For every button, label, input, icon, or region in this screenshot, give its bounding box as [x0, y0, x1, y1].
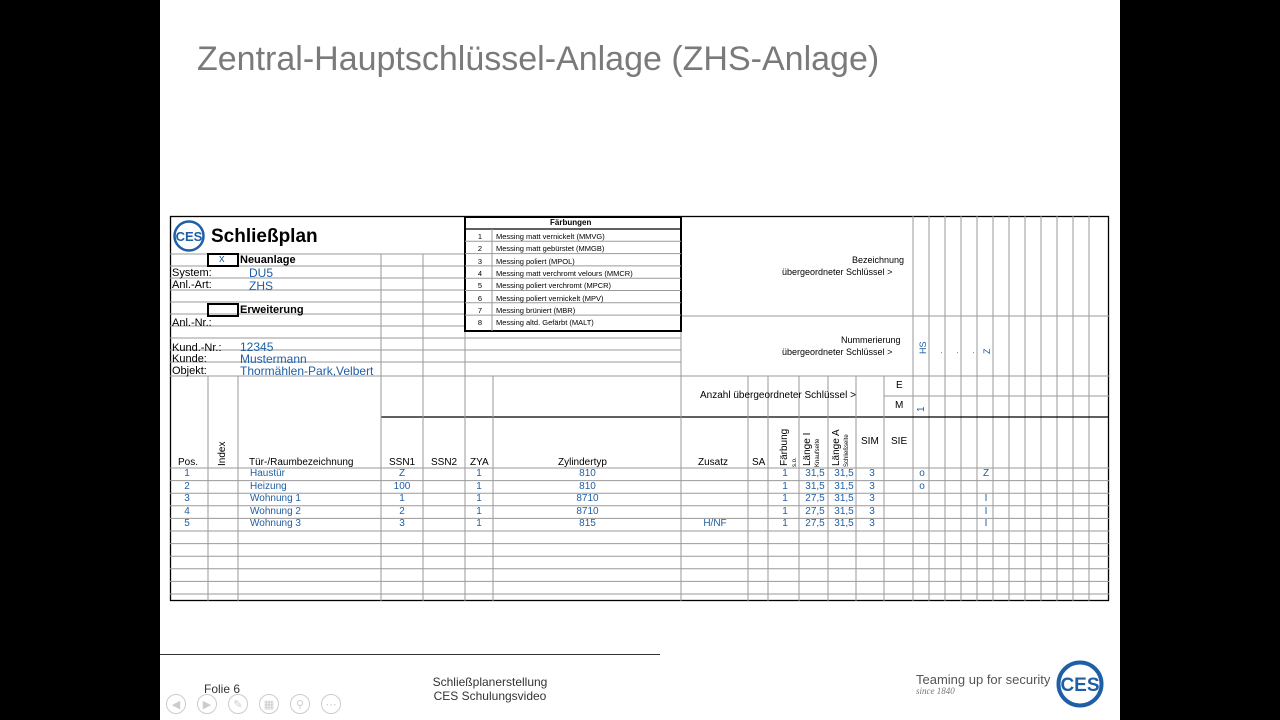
bezeichnung-line2: übergeordneter Schlüssel >: [782, 267, 893, 277]
cell-sim: 3: [869, 505, 875, 517]
cell-zyl: 815: [579, 518, 596, 530]
cell-tuer: Heizung: [250, 480, 287, 492]
kund-nr-label: Kund.-Nr.:: [172, 342, 222, 354]
cell-faerbung: 1: [782, 468, 788, 479]
neuanlage-label: Neuanlage: [240, 254, 296, 266]
cell-li: 27,5: [805, 493, 825, 505]
cell-faerbung: 1: [782, 480, 788, 492]
schliessplan-table: [170, 216, 1109, 601]
col-laenge-i-sub: Knaufseite: [815, 438, 821, 467]
footer-divider: [160, 654, 660, 655]
system-value: DU5: [249, 266, 274, 280]
cell-tuer: Wohnung 2: [250, 505, 301, 517]
kunde-label: Kunde:: [172, 353, 207, 365]
bezeichnung-line1: Bezeichnung: [852, 255, 905, 265]
anzahl-label: Anzahl übergeordneter Schlüssel >: [700, 390, 856, 401]
footer-tagline: Teaming up for security: [916, 672, 1051, 687]
col-tuer: Tür-/Raumbezeichnung: [249, 457, 354, 468]
cell-faerbung: 1: [782, 518, 788, 530]
cell-sim: 3: [869, 493, 875, 505]
faerbung-nr: 1: [477, 232, 483, 241]
cell-zya: 1: [476, 468, 482, 479]
cell-zyl: 810: [579, 480, 596, 492]
cell-k4: I: [984, 505, 988, 517]
col-ssn1: SSN1: [389, 457, 416, 468]
col-faerbung-sub: s.o.: [792, 457, 798, 467]
cell-k0: o: [919, 480, 925, 492]
faerbung-text: Messing poliert vernickelt (MPV): [496, 293, 604, 303]
faerbung-text: Messing altd. Gefärbt (MALT): [496, 318, 594, 328]
footer-center-line2: CES Schulungsvideo: [433, 689, 547, 703]
ces-logo-icon: [173, 220, 205, 252]
anl-art-label: Anl.-Art:: [172, 279, 212, 291]
cell-li: 31,5: [805, 468, 825, 479]
faerbung-text: Messing matt gebürstet (MMGB): [496, 244, 605, 254]
footer-since: since 1840: [916, 686, 955, 696]
objekt-label: Objekt:: [172, 365, 207, 377]
footer-logo-text: CES: [1060, 675, 1100, 696]
key-number: .: [950, 351, 960, 354]
e-label: E: [896, 380, 903, 391]
next-icon[interactable]: ▶: [197, 694, 217, 714]
faerbung-text: Messing poliert verchromt (MPCR): [496, 281, 612, 291]
faerbung-nr: 8: [477, 318, 483, 328]
col-sim: SIM: [861, 436, 879, 447]
erweiterung-label: Erweiterung: [240, 304, 304, 316]
col-laenge-a-sub: Schließseite: [844, 434, 850, 467]
zoom-icon[interactable]: ⚲: [290, 694, 310, 714]
col-index: Index: [217, 441, 228, 466]
faerbung-text: Messing brüniert (MBR): [496, 305, 576, 315]
cell-zya: 1: [476, 493, 482, 505]
prev-icon[interactable]: ◀: [166, 694, 186, 714]
slide-number: Folie 6: [204, 682, 241, 696]
cell-k0: o: [919, 468, 925, 479]
cell-la: 31,5: [834, 480, 854, 492]
slides-icon[interactable]: ▦: [259, 694, 279, 714]
col-zylindertyp: Zylindertyp: [558, 457, 607, 468]
cell-zya: 1: [476, 480, 482, 492]
footer-center-line1: Schließplanerstellung: [432, 675, 548, 689]
cell-zyl: 8710: [576, 493, 599, 505]
col-zya: ZYA: [470, 457, 489, 468]
more-icon[interactable]: ⋯: [321, 694, 341, 714]
anl-nr-label: Anl.-Nr.:: [172, 317, 212, 329]
faerbung-text: Messing matt vernickelt (MMVG): [496, 232, 605, 241]
table-grid: [170, 216, 1109, 601]
cell-tuer: Wohnung 1: [250, 493, 301, 505]
cell-tuer: Haustür: [250, 468, 286, 479]
slide: [160, 0, 1120, 720]
cell-pos: 5: [184, 518, 190, 530]
col-ssn2: SSN2: [431, 457, 458, 468]
cell-pos: 4: [184, 505, 190, 517]
faerbung-nr: 4: [477, 268, 483, 278]
faerbung-nr: 3: [477, 256, 483, 266]
cell-ssn1: 2: [399, 505, 405, 517]
kunde-value: Mustermann: [240, 352, 307, 366]
objekt-value: Thormählen-Park,Velbert: [240, 364, 374, 378]
faerbung-text: Messing poliert (MPOL): [496, 256, 575, 266]
plan-heading: Schließplan: [211, 226, 318, 247]
cell-la: 31,5: [834, 468, 854, 479]
pen-icon[interactable]: ✎: [228, 694, 248, 714]
cell-k4: Z: [982, 468, 990, 479]
key-number: .: [934, 351, 944, 354]
col-sa: SA: [752, 457, 766, 468]
col-faerbung: Färbung: [779, 428, 790, 466]
cell-pos: 1: [184, 468, 190, 479]
cell-sim: 3: [869, 480, 875, 492]
kund-nr-value: 12345: [240, 340, 274, 354]
m-value: 1: [916, 406, 927, 412]
cell-faerbung: 1: [782, 493, 788, 505]
col-zusatz: Zusatz: [698, 457, 729, 468]
faerbung-nr: 7: [477, 305, 483, 315]
nummerierung-line2: übergeordneter Schlüssel >: [782, 347, 893, 357]
slide-title: Zentral-Hauptschlüssel-Anlage (ZHS-Anlage): [197, 40, 880, 78]
anl-art-value: ZHS: [249, 279, 273, 293]
logo-text: CES: [175, 229, 203, 244]
system-label: System:: [172, 267, 212, 279]
key-number: HS: [918, 341, 928, 354]
cell-li: 27,5: [805, 518, 825, 530]
cell-zusatz: H/NF: [703, 518, 727, 530]
cell-ssn1: 3: [399, 518, 405, 530]
cell-la: 31,5: [834, 518, 854, 530]
cell-pos: 2: [184, 480, 190, 492]
cell-k4: I: [984, 493, 988, 505]
ces-footer-logo-icon: [1056, 660, 1104, 708]
cell-sim: 3: [869, 468, 875, 479]
col-pos: Pos.: [178, 457, 199, 468]
cell-la: 31,5: [834, 493, 854, 505]
col-laenge-a: Länge A: [831, 429, 842, 466]
cell-sim: 3: [869, 518, 875, 530]
key-number: .: [966, 351, 976, 354]
faerbung-text: Messing matt verchromt velours (MMCR): [496, 268, 633, 278]
cell-li: 31,5: [805, 480, 825, 492]
cell-faerbung: 1: [782, 505, 788, 517]
cell-zyl: 8710: [576, 505, 599, 517]
nummerierung-line1: Nummerierung: [841, 335, 901, 345]
faerbung-nr: 2: [477, 244, 483, 254]
cell-tuer: Wohnung 3: [250, 518, 301, 530]
cell-li: 27,5: [805, 505, 825, 517]
cell-ssn1: Z: [398, 468, 406, 479]
cell-zya: 1: [476, 518, 482, 530]
cell-zyl: 810: [579, 468, 596, 479]
cell-ssn1: 1: [399, 493, 405, 505]
cell-la: 31,5: [834, 505, 854, 517]
cell-zya: 1: [476, 505, 482, 517]
col-sie: SIE: [891, 436, 908, 447]
faerbung-nr: 6: [477, 293, 483, 303]
col-laenge-i: Länge I: [802, 432, 813, 466]
faerbung-nr: 5: [477, 281, 483, 291]
key-number: Z: [982, 348, 992, 354]
faerbungen-header: Färbungen: [550, 218, 592, 227]
cell-k4: I: [984, 518, 988, 530]
neuanlage-mark: x: [219, 253, 225, 265]
cell-pos: 3: [184, 493, 190, 505]
cell-ssn1: 100: [393, 480, 411, 492]
m-label: M: [895, 400, 904, 411]
